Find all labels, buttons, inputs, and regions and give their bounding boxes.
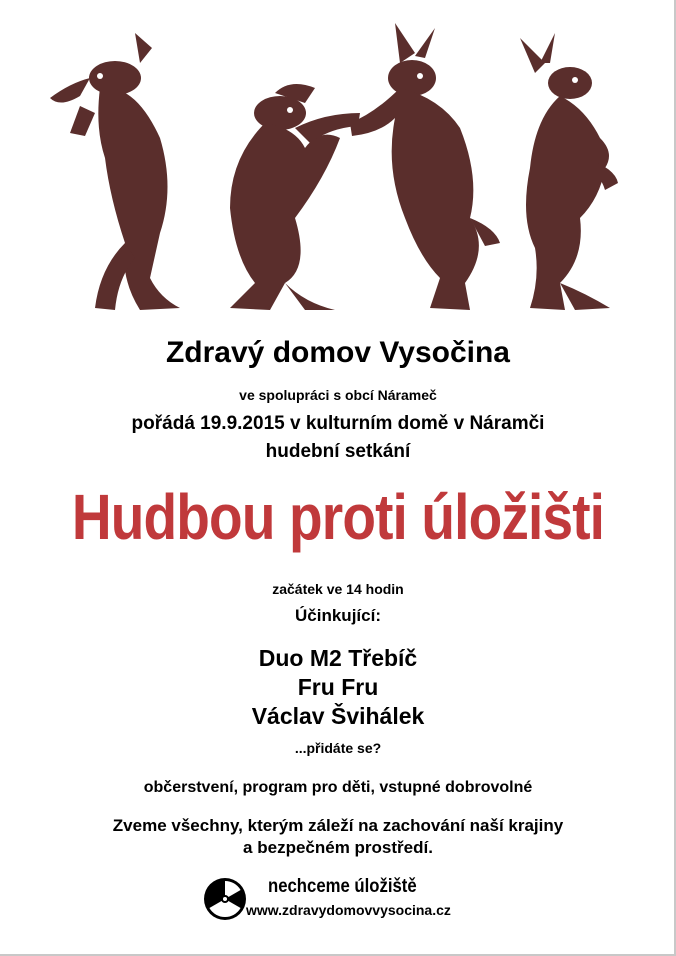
welcome-line: Zveme všechny, kterým záleží na zachování naší krajiny bbox=[112, 816, 564, 835]
hares-illustration bbox=[40, 18, 640, 318]
radiation-symbol-icon bbox=[203, 877, 247, 921]
invite-text: ...přidáte se? bbox=[294, 740, 382, 756]
performer-item: Fru Fru bbox=[297, 674, 379, 700]
event-date-line: pořádá 19.9.2015 v kulturním domě v Náramči bbox=[131, 413, 545, 434]
event-headline: Hudbou proti úložišti bbox=[71, 481, 605, 553]
website-link: www.zdravydomovvysocina.cz bbox=[246, 902, 451, 918]
hare-icon bbox=[230, 84, 360, 310]
performer-item: Duo M2 Třebíč bbox=[258, 645, 418, 671]
performers-label: Účinkující: bbox=[295, 606, 381, 625]
campaign-name: nechceme úložiště bbox=[268, 876, 417, 897]
event-kind: hudební setkání bbox=[265, 441, 411, 462]
start-time: začátek ve 14 hodin bbox=[272, 581, 404, 597]
hare-icon bbox=[50, 33, 180, 310]
cooperation-line: ve spolupráci s obcí Náramеč bbox=[239, 387, 437, 403]
hare-icon bbox=[520, 33, 618, 310]
welcome-line: a bezpečném prostředí. bbox=[243, 838, 433, 857]
organization-title: Zdravý domov Vysočina bbox=[165, 336, 510, 369]
performer-item: Václav Švihálek bbox=[251, 703, 425, 729]
refreshments-text: občerstvení, program pro děti, vstupné dobrovolné bbox=[143, 779, 533, 796]
hare-icon bbox=[350, 23, 500, 310]
